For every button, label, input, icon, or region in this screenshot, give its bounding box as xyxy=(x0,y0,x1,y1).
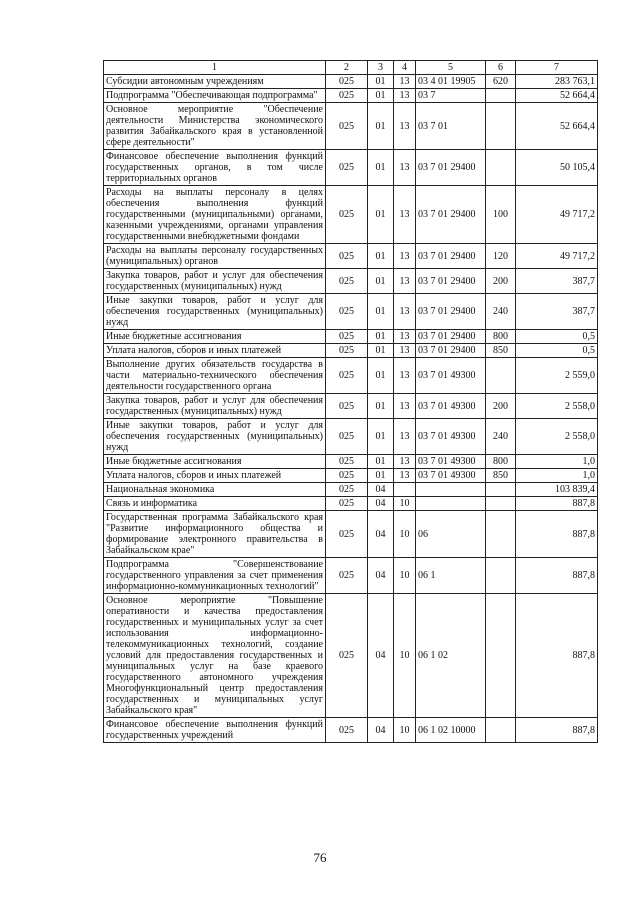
row-name: Иные бюджетные ассигнования xyxy=(104,330,326,344)
expense-type-code: 200 xyxy=(486,269,516,294)
amount: 387,7 xyxy=(516,269,598,294)
header-col-5: 5 xyxy=(416,61,486,75)
expense-type-code: 850 xyxy=(486,469,516,483)
subsection-code: 13 xyxy=(394,394,416,419)
ministry-code: 025 xyxy=(326,330,368,344)
table-row xyxy=(104,150,598,186)
target-code: 06 1 02 10000 xyxy=(416,718,486,743)
row-name: Субсидии автономным учреждениям xyxy=(104,75,326,89)
target-code: 03 7 01 49300 xyxy=(416,469,486,483)
subsection-code: 10 xyxy=(394,558,416,594)
table-row xyxy=(104,497,598,511)
table-row xyxy=(104,330,598,344)
amount: 0,5 xyxy=(516,330,598,344)
section-code: 01 xyxy=(368,269,394,294)
subsection-code: 13 xyxy=(394,89,416,103)
table-row xyxy=(104,186,598,244)
section-code: 01 xyxy=(368,469,394,483)
section-code: 01 xyxy=(368,150,394,186)
table-row xyxy=(104,344,598,358)
ministry-code: 025 xyxy=(326,244,368,269)
expense-type-code: 620 xyxy=(486,75,516,89)
target-code: 03 7 01 29400 xyxy=(416,186,486,244)
budget-table xyxy=(103,60,598,743)
section-code: 01 xyxy=(368,294,394,330)
header-col-2: 2 xyxy=(326,61,368,75)
header-col-4: 4 xyxy=(394,61,416,75)
section-code: 01 xyxy=(368,103,394,150)
subsection-code: 10 xyxy=(394,497,416,511)
target-code: 03 7 01 29400 xyxy=(416,344,486,358)
row-name: Иные бюджетные ассигнования xyxy=(104,455,326,469)
target-code: 06 xyxy=(416,511,486,558)
section-code: 01 xyxy=(368,330,394,344)
amount: 50 105,4 xyxy=(516,150,598,186)
section-code: 04 xyxy=(368,718,394,743)
expense-type-code xyxy=(486,718,516,743)
ministry-code: 025 xyxy=(326,483,368,497)
ministry-code: 025 xyxy=(326,419,368,455)
row-name: Основное мероприятие "Повышение оперативности и качества предоставления государственных и муниципальных услуг за счет использования информационно-телекоммуникационных технологий, создание условий для предоставления государственных и муниципальных услуг на базе краевого государственного автономного учреждения Многофункциональный центр предоставления государственных и муниципальных услуг Забайкальского края" xyxy=(104,594,326,718)
section-code: 04 xyxy=(368,497,394,511)
ministry-code: 025 xyxy=(326,186,368,244)
table-row xyxy=(104,558,598,594)
section-code: 01 xyxy=(368,455,394,469)
section-code: 01 xyxy=(368,186,394,244)
amount: 49 717,2 xyxy=(516,186,598,244)
expense-type-code xyxy=(486,150,516,186)
expense-type-code xyxy=(486,103,516,150)
row-name: Иные закупки товаров, работ и услуг для обеспечения государственных (муниципальных) нужд xyxy=(104,294,326,330)
row-name: Расходы на выплаты персоналу в целях обеспечения выполнения функций государственными (муниципальными) органами, казенными учреждениями, органами управления государственными внебюджетными фондами xyxy=(104,186,326,244)
section-code: 04 xyxy=(368,483,394,497)
expense-type-code xyxy=(486,483,516,497)
table-row xyxy=(104,394,598,419)
table-row xyxy=(104,419,598,455)
target-code: 06 1 xyxy=(416,558,486,594)
ministry-code: 025 xyxy=(326,89,368,103)
expense-type-code: 850 xyxy=(486,344,516,358)
target-code: 03 7 01 xyxy=(416,103,486,150)
amount: 49 717,2 xyxy=(516,244,598,269)
table-row xyxy=(104,75,598,89)
row-name: Подпрограмма "Совершенствование государственного управления за счет применения информационно-коммуникационных технологий" xyxy=(104,558,326,594)
target-code xyxy=(416,483,486,497)
ministry-code: 025 xyxy=(326,269,368,294)
expense-type-code xyxy=(486,558,516,594)
section-code: 04 xyxy=(368,511,394,558)
ministry-code: 025 xyxy=(326,511,368,558)
expense-type-code: 240 xyxy=(486,294,516,330)
row-name: Государственная программа Забайкальского края "Развитие информационного общества и формирование электронного правительства в Забайкальском крае" xyxy=(104,511,326,558)
expense-type-code xyxy=(486,594,516,718)
expense-type-code: 200 xyxy=(486,394,516,419)
amount: 887,8 xyxy=(516,497,598,511)
row-name: Подпрограмма "Обеспечивающая подпрограмма" xyxy=(104,89,326,103)
subsection-code: 10 xyxy=(394,594,416,718)
table-row xyxy=(104,244,598,269)
ministry-code: 025 xyxy=(326,594,368,718)
ministry-code: 025 xyxy=(326,103,368,150)
target-code: 03 7 01 49300 xyxy=(416,394,486,419)
target-code: 03 7 01 49300 xyxy=(416,358,486,394)
row-name: Закупка товаров, работ и услуг для обеспечения государственных (муниципальных) нужд xyxy=(104,269,326,294)
page-number: 76 xyxy=(313,850,327,865)
row-name: Уплата налогов, сборов и иных платежей xyxy=(104,469,326,483)
expense-type-code xyxy=(486,89,516,103)
subsection-code: 10 xyxy=(394,511,416,558)
header-row xyxy=(104,61,598,75)
target-code: 03 7 01 49300 xyxy=(416,455,486,469)
subsection-code: 13 xyxy=(394,150,416,186)
section-code: 01 xyxy=(368,419,394,455)
target-code: 06 1 02 xyxy=(416,594,486,718)
amount: 887,8 xyxy=(516,558,598,594)
table-row xyxy=(104,358,598,394)
amount: 52 664,4 xyxy=(516,103,598,150)
section-code: 01 xyxy=(368,89,394,103)
expense-type-code: 800 xyxy=(486,330,516,344)
table-row xyxy=(104,455,598,469)
amount: 387,7 xyxy=(516,294,598,330)
section-code: 01 xyxy=(368,75,394,89)
subsection-code: 10 xyxy=(394,718,416,743)
section-code: 01 xyxy=(368,394,394,419)
subsection-code xyxy=(394,483,416,497)
row-name: Иные закупки товаров, работ и услуг для обеспечения государственных (муниципальных) нужд xyxy=(104,419,326,455)
header-col-6: 6 xyxy=(486,61,516,75)
subsection-code: 13 xyxy=(394,344,416,358)
header-col-7: 7 xyxy=(516,61,598,75)
amount: 2 558,0 xyxy=(516,419,598,455)
amount: 1,0 xyxy=(516,455,598,469)
subsection-code: 13 xyxy=(394,358,416,394)
target-code xyxy=(416,497,486,511)
header-col-1: 1 xyxy=(104,61,326,75)
amount: 103 839,4 xyxy=(516,483,598,497)
target-code: 03 7 01 29400 xyxy=(416,150,486,186)
subsection-code: 13 xyxy=(394,269,416,294)
expense-type-code xyxy=(486,497,516,511)
expense-type-code: 800 xyxy=(486,455,516,469)
section-code: 01 xyxy=(368,344,394,358)
amount: 887,8 xyxy=(516,511,598,558)
ministry-code: 025 xyxy=(326,394,368,419)
section-code: 01 xyxy=(368,358,394,394)
table-row xyxy=(104,294,598,330)
amount: 2 559,0 xyxy=(516,358,598,394)
ministry-code: 025 xyxy=(326,75,368,89)
table-row xyxy=(104,103,598,150)
expense-type-code xyxy=(486,511,516,558)
subsection-code: 13 xyxy=(394,469,416,483)
subsection-code: 13 xyxy=(394,419,416,455)
ministry-code: 025 xyxy=(326,718,368,743)
amount: 887,8 xyxy=(516,594,598,718)
target-code: 03 7 01 49300 xyxy=(416,419,486,455)
amount: 887,8 xyxy=(516,718,598,743)
ministry-code: 025 xyxy=(326,558,368,594)
row-name: Выполнение других обязательств государства в части материально-технического обеспечения деятельности государственного органа xyxy=(104,358,326,394)
table-row xyxy=(104,483,598,497)
target-code: 03 7 01 29400 xyxy=(416,330,486,344)
section-code: 04 xyxy=(368,594,394,718)
table-row xyxy=(104,718,598,743)
table-row xyxy=(104,511,598,558)
amount: 283 763,1 xyxy=(516,75,598,89)
target-code: 03 4 01 19905 xyxy=(416,75,486,89)
ministry-code: 025 xyxy=(326,497,368,511)
ministry-code: 025 xyxy=(326,294,368,330)
expense-type-code: 240 xyxy=(486,419,516,455)
table-row xyxy=(104,594,598,718)
target-code: 03 7 xyxy=(416,89,486,103)
ministry-code: 025 xyxy=(326,455,368,469)
expense-type-code xyxy=(486,358,516,394)
table-row xyxy=(104,469,598,483)
section-code: 01 xyxy=(368,244,394,269)
amount: 0,5 xyxy=(516,344,598,358)
subsection-code: 13 xyxy=(394,75,416,89)
subsection-code: 13 xyxy=(394,103,416,150)
target-code: 03 7 01 29400 xyxy=(416,269,486,294)
row-name: Национальная экономика xyxy=(104,483,326,497)
table-row xyxy=(104,269,598,294)
expense-type-code: 120 xyxy=(486,244,516,269)
subsection-code: 13 xyxy=(394,244,416,269)
amount: 1,0 xyxy=(516,469,598,483)
subsection-code: 13 xyxy=(394,186,416,244)
row-name: Финансовое обеспечение выполнения функций государственных учреждений xyxy=(104,718,326,743)
target-code: 03 7 01 29400 xyxy=(416,244,486,269)
row-name: Связь и информатика xyxy=(104,497,326,511)
ministry-code: 025 xyxy=(326,469,368,483)
subsection-code: 13 xyxy=(394,330,416,344)
subsection-code: 13 xyxy=(394,455,416,469)
ministry-code: 025 xyxy=(326,150,368,186)
header-col-3: 3 xyxy=(368,61,394,75)
target-code: 03 7 01 29400 xyxy=(416,294,486,330)
table-row xyxy=(104,89,598,103)
expense-type-code: 100 xyxy=(486,186,516,244)
row-name: Основное мероприятие "Обеспечение деятельности Министерства экономического развития Забайкальского края в установленной сфере деятельности" xyxy=(104,103,326,150)
ministry-code: 025 xyxy=(326,358,368,394)
section-code: 04 xyxy=(368,558,394,594)
amount: 52 664,4 xyxy=(516,89,598,103)
amount: 2 558,0 xyxy=(516,394,598,419)
row-name: Уплата налогов, сборов и иных платежей xyxy=(104,344,326,358)
subsection-code: 13 xyxy=(394,294,416,330)
row-name: Закупка товаров, работ и услуг для обеспечения государственных (муниципальных) нужд xyxy=(104,394,326,419)
row-name: Финансовое обеспечение выполнения функций государственных органов, в том числе территориальных органов xyxy=(104,150,326,186)
row-name: Расходы на выплаты персоналу государственных (муниципальных) органов xyxy=(104,244,326,269)
ministry-code: 025 xyxy=(326,344,368,358)
